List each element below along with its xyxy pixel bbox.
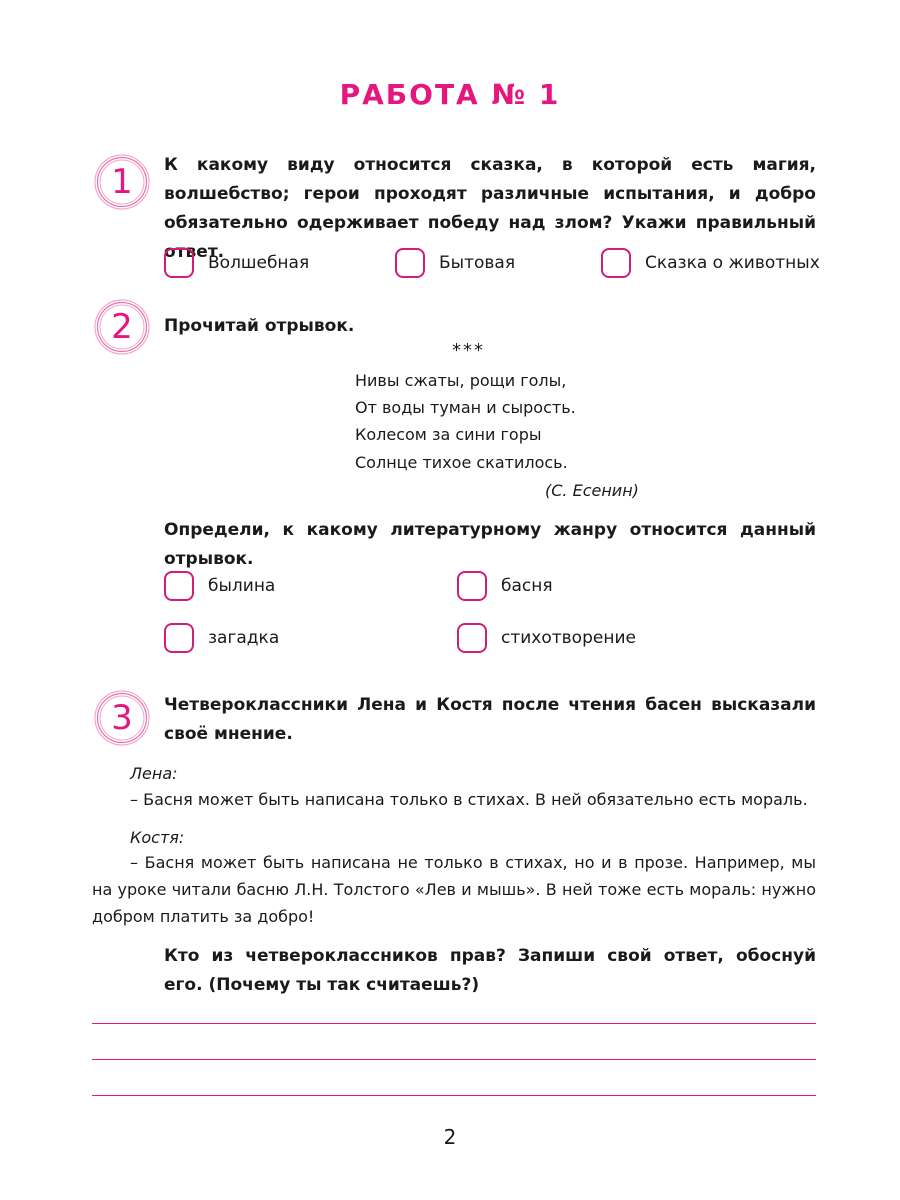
checkbox[interactable] xyxy=(164,248,194,278)
answer-line-3[interactable] xyxy=(92,1095,816,1096)
speech-lena: – Басня может быть написана только в стихах. В ней обязательно есть мораль. xyxy=(130,790,808,809)
option-label: Бытовая xyxy=(439,253,516,273)
page-number: 2 xyxy=(443,1125,457,1149)
poem-stars: *** xyxy=(452,340,485,361)
speech-kostya: – Басня может быть написана не только в стихах, но и в прозе. Например, мы на уроке читали басню Л.Н. Толстого «Лев и мышь». В ней тоже есть мораль: нужно добром платить за добро! xyxy=(92,853,816,926)
poem-line-4: Солнце тихое скатилось. xyxy=(355,453,568,472)
option-label: загадка xyxy=(208,628,280,648)
poem-line-1: Нивы сжаты, рощи голы, xyxy=(355,371,567,390)
page-title: РАБОТА № 1 xyxy=(339,78,561,111)
option-label: былина xyxy=(208,576,276,596)
answer-line-1[interactable] xyxy=(92,1023,816,1024)
option-label: Волшебная xyxy=(208,253,310,273)
speaker-lena: Лена: xyxy=(130,764,178,783)
answer-line-2[interactable] xyxy=(92,1059,816,1060)
question-3-text: Четвероклассники Лена и Костя после чтения басен высказали своё мнение. xyxy=(164,695,816,744)
question-3-task: Кто из четвероклассников прав? Запиши свой ответ, обоснуй его. (Почему ты так считаешь?) xyxy=(164,946,816,995)
checkbox[interactable] xyxy=(457,571,487,601)
option-label: стихотворение xyxy=(501,628,636,648)
option-label: Сказка о животных xyxy=(645,253,820,273)
checkbox[interactable] xyxy=(457,623,487,653)
question-1-text: К какому виду относится сказка, в которой есть магия, волшебство; герои проходят различные испытания, и добро обязательно одерживает победу над злом? Укажи правильный ответ. xyxy=(164,155,816,262)
checkbox[interactable] xyxy=(164,571,194,601)
question-number: 3 xyxy=(111,698,133,738)
question-2-task: Определи, к какому литературному жанру относится данный отрывок. xyxy=(164,520,816,569)
question-number-badge-2 xyxy=(92,297,152,357)
question-2-intro: Прочитай отрывок. xyxy=(164,316,355,336)
checkbox[interactable] xyxy=(601,248,631,278)
poem-line-3: Колесом за сини горы xyxy=(355,425,542,444)
option-label: басня xyxy=(501,576,553,596)
question-number: 1 xyxy=(111,162,133,202)
speaker-kostya: Костя: xyxy=(130,828,185,847)
poem-author: (С. Есенин) xyxy=(545,481,639,500)
question-number-badge-1 xyxy=(92,152,152,212)
question-number-badge-3 xyxy=(92,688,152,748)
question-number: 2 xyxy=(111,307,133,347)
checkbox[interactable] xyxy=(395,248,425,278)
poem-line-2: От воды туман и сырость. xyxy=(355,398,576,417)
checkbox[interactable] xyxy=(164,623,194,653)
